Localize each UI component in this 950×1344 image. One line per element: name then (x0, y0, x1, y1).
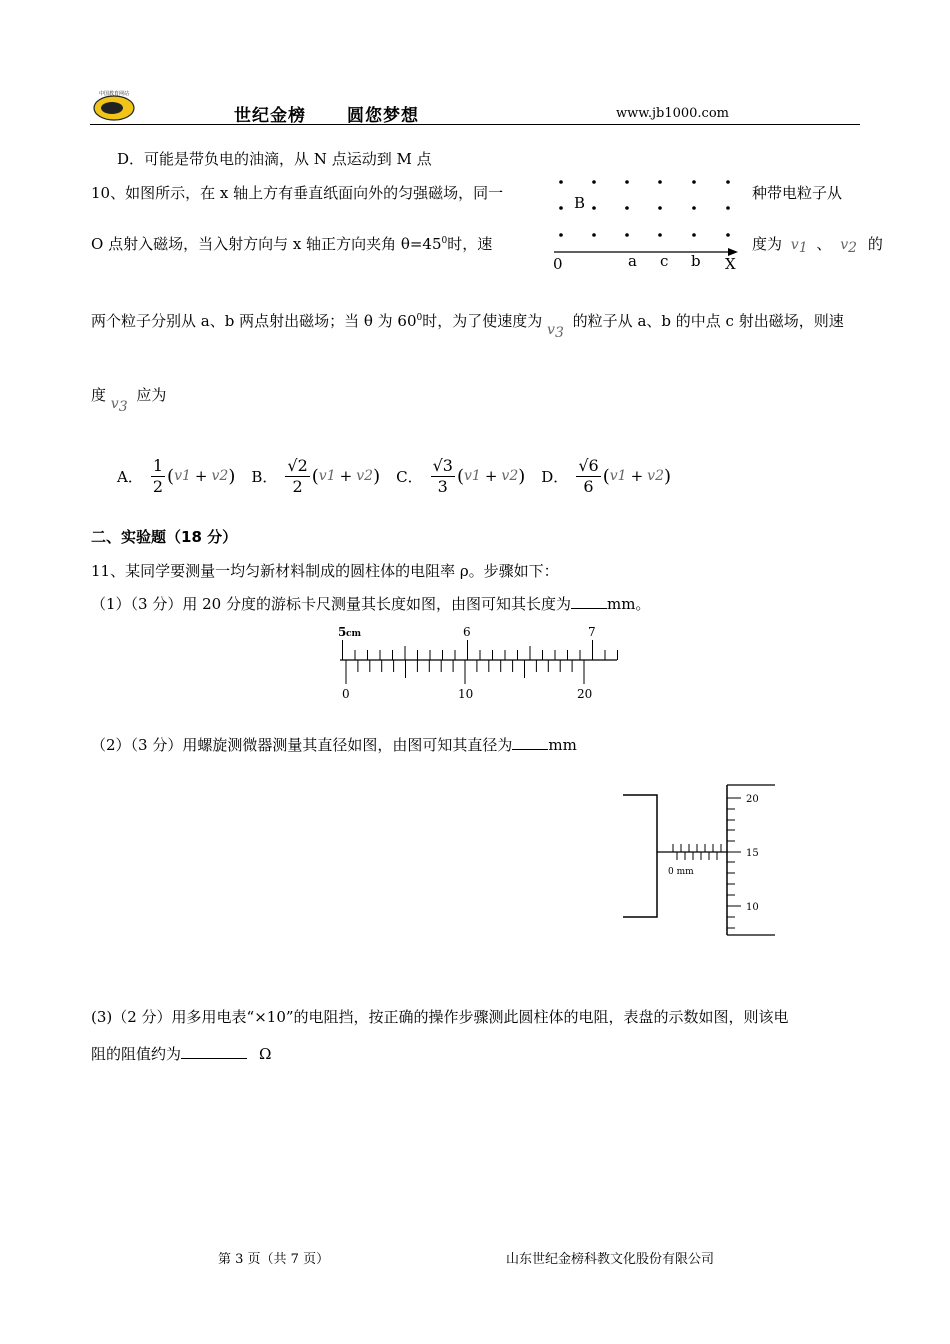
sleeve-zero-label: 0 mm (668, 867, 694, 877)
origin-label: 0 (553, 255, 563, 273)
axis-x-label: X (725, 255, 736, 273)
micrometer (620, 780, 780, 940)
thimble-10: 10 (746, 902, 759, 913)
point-b-label: b (691, 252, 701, 270)
main-scale-5: 5 (338, 625, 347, 639)
q9-option-d: D．可能是带负电的油滴，从 N 点运动到 M 点 (117, 150, 432, 168)
thimble-ticks (727, 798, 741, 928)
q10-field-figure (548, 172, 748, 276)
vernier-0: 0 (342, 687, 350, 701)
vernier-20: 20 (577, 687, 593, 701)
q10-line1-left: 10、如图所示，在 x 轴上方有垂直纸面向外的匀强磁场，同一 (91, 184, 504, 202)
point-a-label: a (628, 252, 637, 270)
main-scale-ticks (343, 640, 618, 660)
vernier-scale-ticks (346, 660, 584, 684)
vernier-10: 10 (458, 687, 474, 701)
footer-company: 山东世纪金榜科教文化股份有限公司 (506, 1252, 715, 1267)
option-c[interactable]: C． $\frac{√3}{3}$ ( v 1 + v 2 ) (396, 455, 526, 496)
q11-part1: （1）（3 分）用 20 分度的游标卡尺测量其长度如图，由图可知其长度为 mm。 (91, 595, 651, 613)
header-motto-right: 圆您梦想 (347, 106, 419, 126)
header-url[interactable]: www.jb1000.com (616, 106, 729, 121)
q11-part2: （2）（3 分）用螺旋测微器测量其直径如图，由图可知其直径为 mm (91, 736, 577, 754)
q10-line3: 两个粒子分别从 a、b 两点射出磁场；当 θ 为 $60^0$时，为了使速度为 v3 的粒子从 a、b 的中点 c 射出磁场，则速 (91, 312, 844, 341)
option-a-fraction: $\frac{1}{2}$ (152, 455, 164, 496)
header-divider (90, 124, 860, 125)
vernier-caliper (330, 622, 630, 706)
q10-line2-right: 度为 v1 、 v2 的 (752, 235, 883, 256)
main-scale-6: 6 (463, 625, 471, 639)
q10-line1-right: 种带电粒子从 (752, 184, 843, 202)
field-label-b: B (574, 194, 586, 212)
option-d[interactable]: D． $\frac{√6}{6}$ ( v 1 + v 2 ) (541, 455, 672, 496)
option-b-fraction: $\frac{√2}{2}$ (287, 455, 308, 496)
q11-part3-line2: 阻的阻值约为 Ω (91, 1045, 272, 1063)
main-scale-unit: cm (346, 629, 362, 639)
point-c-label: c (660, 252, 669, 270)
q11-intro: 11、某同学要测量一均匀新材料制成的圆柱体的电阻率 ρ。步骤如下： (91, 562, 559, 580)
q10-line4: 度 v3 应为 (91, 386, 167, 415)
q10-options (117, 448, 687, 504)
thimble-15: 15 (746, 848, 759, 859)
micrometer-frame (623, 795, 657, 917)
header-motto-left: 世纪金榜 (234, 106, 306, 126)
part3-answer-blank[interactable] (181, 1058, 247, 1059)
q10-line2-left: O 点射入磁场，当入射方向与 x 轴正方向夹角 $\theta=45^0$时，速 (91, 235, 493, 253)
logo-text: 中国教育网站 (98, 91, 130, 97)
option-d-fraction: $\frac{√6}{6}$ (578, 455, 599, 496)
option-c-fraction: $\frac{√3}{3}$ (432, 455, 453, 496)
section2-title: 二、实验题（18 分） (91, 528, 238, 546)
main-scale-7: 7 (588, 625, 596, 639)
option-b[interactable]: B． $\frac{√2}{2}$ ( v 1 + v 2 ) (251, 455, 381, 496)
thimble-20: 20 (746, 794, 759, 805)
part2-answer-blank[interactable] (512, 749, 548, 750)
logo (90, 86, 138, 122)
part1-answer-blank[interactable] (571, 608, 607, 609)
footer-page: 第 3 页（共 7 页） (218, 1252, 330, 1267)
q11-part3-line1: (3)（2 分）用多用电表“×10”的电阻挡，按正确的操作步骤测此圆柱体的电阻，表盘的示数如图，则该电 (91, 1008, 789, 1026)
option-a[interactable]: A． $\frac{1}{2}$ ( v 1 + v 2 ) (117, 455, 236, 496)
